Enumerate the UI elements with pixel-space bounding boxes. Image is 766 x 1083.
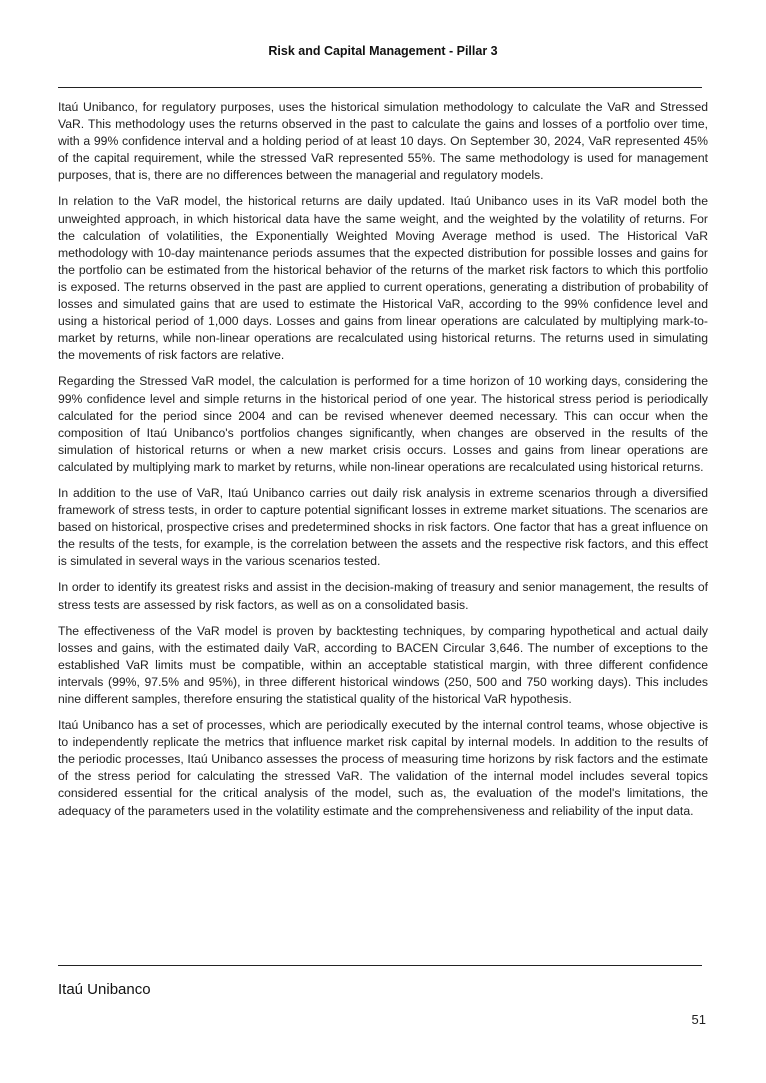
paragraph-var-model: In relation to the VaR model, the historical returns are daily updated. Itaú Unibanco uses in its VaR model both the unweighted approach, in which historical data have the same weight, and the weighted by the volatility of returns. For the calculation of volatilities, the Exponentially Weighted Moving Average method is used. The Historical VaR methodology with 10-day maintenance periods assumes that the expected distribution for possible losses and gains for the portfolio can be estimated from the historical behavior of the returns of the market risk factors to which this portfolio is exposed. The returns observed in the past are applied to current operations, generating a distribution of probability of losses and simulated gains that are used to estimate the Historical VaR, according to the 99% confidence level and using a historical period of 1,000 days. Losses and gains from linear operations are calculated by multiplying mark-to-market by returns, while non-linear operations are recalculated using historical returns. The returns used in simulating the movements of risk factors are relative. [58, 194, 708, 363]
paragraph-var-methodology: Itaú Unibanco, for regulatory purposes, uses the historical simulation methodology to calculate the VaR and Stressed VaR. This methodology uses the returns observed in the past to calculate the gains and losses of a portfolio over time, with a 99% confidence interval and a holding period of at least 10 days. On September 30, 2024, VaR represented 45% of the capital requirement, while the stressed VaR represented 55%. The same methodology is used for management purposes, that is, there are no differences between the managerial and regulatory models. [58, 100, 708, 183]
footer-divider [58, 965, 702, 966]
header-divider [58, 87, 702, 88]
paragraph-risk-identification: In order to identify its greatest risks and assist in the decision-making of treasury and senior management, the results of stress tests are assessed by risk factors, as well as on a consolidated basis. [58, 580, 708, 612]
paragraph-stress-tests: In addition to the use of VaR, Itaú Unibanco carries out daily risk analysis in extreme scenarios through a diversified framework of stress tests, in order to capture potential significant losses in extreme market situations. The scenarios are based on historical, prospective crises and predetermined shocks in risk factors. One factor that has a great influence on the results of the tests, for example, is the correlation between the assets and the respective risk factors, and this effect is simulated in several ways in the various scenarios tested. [58, 485, 708, 569]
paragraph-stressed-var: Regarding the Stressed VaR model, the calculation is performed for a time horizon of 10 working days, considering the 99% confidence level and simple returns in the historical period of one year. The historical stress period is periodically calculated for the period since 2004 and can be revised whenever deemed necessary. This can occur when the composition of Itaú Unibanco's portfolios changes significantly, when changes are observed in the results of the simulation of historical returns or when a new market crisis occurs. Losses and gains from linear operations are calculated by multiplying mark to market by returns, while non-linear operations are recalculated using historical returns. [58, 374, 708, 474]
page-title: Risk and Capital Management - Pillar 3 [268, 44, 498, 58]
paragraph-backtesting: The effectiveness of the VaR model is proven by backtesting techniques, by comparing hypothetical and actual daily losses and gains, with the estimated daily VaR, according to BACEN Circular 3,646. The number of exceptions to the established VaR limits must be compatible, within an acceptable statistical margin, with three different confidence intervals (99%, 97.5% and 95%), in three different historical windows (250, 500 and 750 working days). This includes nine different samples, therefore ensuring the statistical quality of the historical VaR hypothesis. [58, 623, 708, 706]
paragraph-internal-control: Itaú Unibanco has a set of processes, which are periodically executed by the internal control teams, whose objective is to independently replicate the metrics that influence market risk capital by internal models. In addition to the results of the periodic processes, Itaú Unibanco assesses the process of measuring time horizons by risk factors and the estimate of the stress period for calculating the stressed VaR. The validation of the internal model includes several topics considered essential for the critical analysis of the model, such as, the evaluation of the model's limitations, the adequacy of the parameters used in the volatility estimate and the comprehensiveness and reliability of the input data. [58, 718, 708, 818]
page-number: 51 [691, 1012, 706, 1027]
footer-company-name: Itaú Unibanco [58, 981, 151, 998]
document-body [58, 99, 708, 829]
